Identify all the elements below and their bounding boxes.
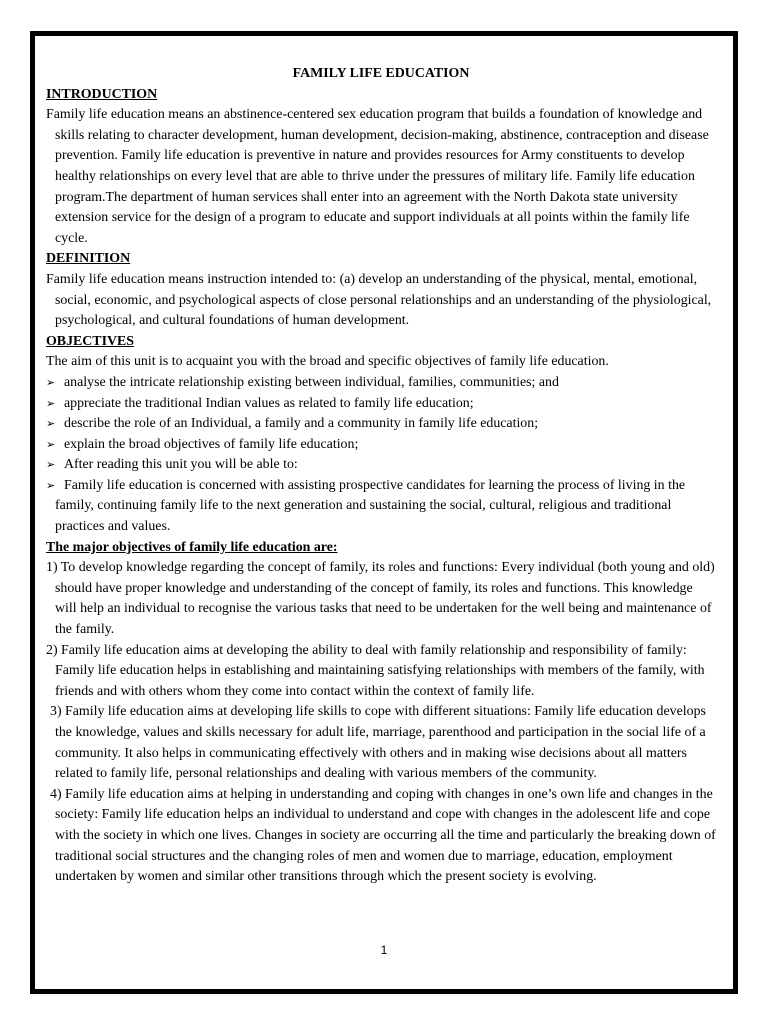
major-objective-3: 3) Family life education aims at developing life skills to cope with different situations: Family life education develops the knowledge, values and skills necessary for adult life, marriage, parenthood and participation in the social life of a community. It also helps in communicating effectively with others and in making wise decisions about all matters related to family life, personal relationships and dealing with various members of the community. (50, 704, 706, 782)
document-title: FAMILY LIFE EDUCATION (292, 66, 470, 81)
arrow-bullet-icon: ➢ (46, 458, 56, 472)
document-body (46, 64, 716, 888)
list-item: ➢ After reading this unit you will be able to: (46, 455, 716, 476)
list-item: ➢ appreciate the traditional Indian values as related to family life education; (46, 394, 716, 415)
list-item: ➢ explain the broad objectives of family life education; (46, 435, 716, 456)
list-item: ➢ describe the role of an Individual, a family and a community in family life education; (46, 414, 716, 435)
objectives-intro: The aim of this unit is to acquaint you with the broad and specific objectives of family life education. (46, 354, 609, 370)
introduction-text: Family life education means an abstinence-centered sex education program that builds a foundation of knowledge and skills relating to character development, human development, decision-making, abstinence, contraception and disease prevention. Family life education is preventive in nature and provides resources for Army constituents to develop healthy relationships on every level that are able to thrive under the pressures of military life. Family life education program.The department of human services shall enter into an agreement with the North Dakota state university extension service for the design of a program to educate and support individuals at all points within the family life cycle. (46, 107, 709, 246)
arrow-bullet-icon: ➢ (46, 437, 56, 451)
objectives-list (46, 373, 716, 538)
arrow-bullet-icon: ➢ (46, 396, 56, 410)
list-item: ➢ analyse the intricate relationship existing between individual, families, communities; and (46, 373, 716, 394)
objectives-heading: OBJECTIVES (46, 333, 135, 349)
introduction-heading: INTRODUCTION (46, 86, 158, 102)
major-objective-1: 1) To develop knowledge regarding the concept of family, its roles and functions: Every individual (both young and old) should have proper knowledge and understanding of the concept of family, its roles and functions. This knowledge will help an individual to recognise the various tasks that need to be undertaken for the well being and maintenance of the family. (46, 560, 715, 638)
major-objectives-heading: The major objectives of family life education are: (46, 539, 338, 555)
definition-heading: DEFINITION (46, 251, 131, 267)
arrow-bullet-icon: ➢ (46, 375, 56, 389)
arrow-bullet-icon: ➢ (46, 417, 56, 431)
list-item: ➢ Family life education is concerned with assisting prospective candidates for learning the process of living in the family, continuing family life to the next generation and sustaining the social, cultural, religious and traditional practices and values. (46, 477, 686, 535)
definition-text: Family life education means instruction intended to: (a) develop an understanding of the physical, mental, emotional, social, economic, and psychological aspects of close personal relationships and an understanding of the physiological, psychological, and cultural foundations of human development. (46, 271, 712, 329)
arrow-bullet-icon: ➢ (46, 478, 56, 492)
major-objective-2: 2) Family life education aims at developing the ability to deal with family relationship and responsibility of family: Family life education helps in establishing and maintaining satisfying relationships with members of the family, with friends and with others whom they come into contact within the context of family life. (46, 642, 705, 699)
page-number: 1 (380, 943, 388, 957)
major-objective-4: 4) Family life education aims at helping in understanding and coping with changes in one’s own life and changes in the society: Family life education helps an individual to understand and cope with changes in the adolescent life and cope with the society in which one lives. Changes in society are occurring all the time and particularly the breaking down of traditional social structures and the changing roles of men and women due to marriage, education, employment undertaken by women and similar other transitions through which the present society is evolving. (50, 786, 716, 885)
